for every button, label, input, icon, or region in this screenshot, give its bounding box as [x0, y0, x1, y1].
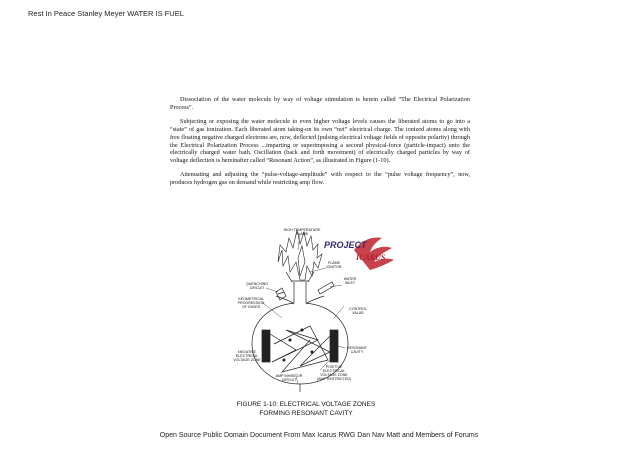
flame-drawing: [278, 230, 322, 280]
page-footer: Open Source Public Domain Document From Max Icarus RWG Dan Nav Matt and Members of Forums: [159, 432, 479, 439]
label-control-2: VALUE: [352, 311, 364, 315]
label-water-1: WATER: [343, 277, 357, 281]
paragraph-ionization: Subjecting or exposing the water molecule to even higher voltage levels causes the liberated atoms to go into a “state” of gas ionization. Each liberated atom taking-on its own “net” electrical charge. The ionized atoms along with free floating negative charged electrons are, now, deflected (pulsing electrical voltage fields of opposite polarity) through the Electrical Polarization Process ...imparting or superimposing a second physical-force (particle-impact) unto the electrically charged water bath. Oscillation (back and forth movement) of electrically charged particles by way of voltage deflection is hereinafter called “Resonant Action”, as illustrated in Figure (1-10).: [170, 117, 470, 165]
label-of-gases: OF GASES: [241, 305, 261, 309]
label-positive-4: (AMP RESTRICTED): [316, 377, 352, 381]
flask-neck: [286, 272, 314, 303]
label-flame-1: HIGH TEMPERATURE: [283, 228, 321, 232]
label-positive-2: ELECTRICAL: [322, 369, 346, 373]
paragraph-dissociation: Dissociation of the water molecule by way of voltage stimulation is herein called “The Electrical Polarization Process”.: [170, 96, 470, 111]
label-ignitor-1: FLAME: [328, 261, 340, 265]
label-control-1: CONTROL: [349, 307, 367, 311]
logo-text-project: PROJECT: [324, 240, 367, 250]
figure-caption-line-2: FORMING RESONANT CAVITY: [259, 410, 353, 417]
label-resonant-2: CAVITY: [350, 350, 364, 354]
label-resonant-1: RESONANT: [347, 346, 367, 350]
label-negative-3: VOLTAGE ZONE: [233, 358, 261, 362]
paragraph-attenuating: Attenuating and adjusting the “pulse-voltage-amplitude” with respect to the “pulse voltage frequency”, now, produces hydrogen gas on demand while restricting amp flow.: [170, 171, 470, 187]
label-quench-1: QUENCHING: [246, 282, 268, 286]
label-positive-3: VOLTAGE ZONE: [320, 373, 348, 377]
label-amp-inhibitor-1: AMP INHIBITOR: [275, 374, 303, 378]
logo-text-icarus: ICARUS: [356, 253, 386, 262]
label-progression: PROGRESSION: [237, 301, 265, 305]
label-quench-2: CIRCUIT: [249, 286, 265, 290]
figure-caption-line-1: FIGURE 1-10: ELECTRICAL VOLTAGE ZONES: [236, 401, 376, 408]
label-flame-2: FLAME: [296, 232, 308, 236]
label-water-2: INLET: [344, 281, 356, 285]
label-negative-1: NEGATIVE: [238, 350, 256, 354]
label-positive-1: POSITIVE: [325, 365, 343, 369]
label-ignitor-2: IGNITOR: [326, 265, 342, 269]
label-geometrical: GEOMETRICAL: [237, 297, 265, 301]
label-amp-inhibitor-2: CIRCUIT: [281, 378, 297, 382]
page-header: Rest In Peace Stanley Meyer WATER IS FUEL: [28, 9, 184, 18]
label-negative-2: ELECTRICAL: [235, 354, 259, 358]
